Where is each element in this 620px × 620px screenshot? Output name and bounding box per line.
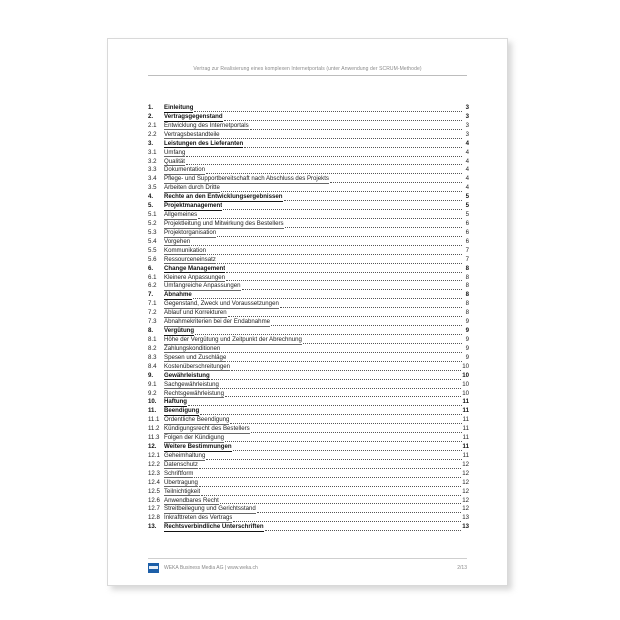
toc-entry-title[interactable]: Schriftform xyxy=(164,469,194,477)
toc-entry-title[interactable]: Ressourceneinsatz xyxy=(164,255,216,263)
toc-entry-number: 7.2 xyxy=(148,309,157,317)
toc-entry-title[interactable]: Vergütung xyxy=(164,327,195,335)
toc-dot-leader xyxy=(186,159,462,165)
toc-entry[interactable] xyxy=(148,149,469,158)
toc-entry[interactable] xyxy=(148,318,469,327)
toc-entry-title[interactable]: Sachgewährleistung xyxy=(164,380,219,388)
toc-entry-number: 12. xyxy=(148,443,157,451)
toc-entry-page: 11 xyxy=(462,434,469,442)
toc-entry-page: 11 xyxy=(462,416,469,424)
toc-entry-title[interactable]: Abnahmekriterien bei der Endabnahme xyxy=(164,318,271,326)
toc-entry[interactable] xyxy=(148,390,469,399)
toc-entry-number: 3.1 xyxy=(148,148,157,156)
toc-entry-number: 11.2 xyxy=(148,425,160,433)
toc-entry-number: 11.1 xyxy=(148,416,160,424)
toc-dot-leader xyxy=(280,302,462,308)
toc-entry-title[interactable]: Umfangreiche Anpassungen xyxy=(164,282,241,290)
toc-entry-title[interactable]: Gegenstand, Zweck und Voraussetzungen xyxy=(164,300,279,308)
toc-entry-number: 5.3 xyxy=(148,228,157,236)
footer-publisher: WEKA Business Media AG | www.weka.ch xyxy=(164,565,258,571)
toc-entry-page: 11 xyxy=(462,407,469,415)
toc-entry-page: 8 xyxy=(465,264,469,272)
toc-entry-number: 3. xyxy=(148,139,154,147)
toc-entry-number: 2. xyxy=(148,112,154,120)
toc-entry-page: 3 xyxy=(465,130,469,138)
toc-dot-leader xyxy=(199,481,461,487)
toc-entry-title[interactable]: Spesen und Zuschläge xyxy=(164,353,227,361)
toc-entry-title[interactable]: Leistungen des Lieferanten xyxy=(164,139,244,147)
toc-entry-page: 11 xyxy=(462,443,469,451)
toc-entry-title[interactable]: Haftung xyxy=(164,398,188,406)
toc-entry-title[interactable]: Pflege- und Supportbereitschaft nach Abschluss des Projekts xyxy=(164,175,329,183)
toc-entry[interactable] xyxy=(148,175,469,184)
toc-entry-number: 8.4 xyxy=(148,362,157,370)
toc-entry-number: 6. xyxy=(148,264,154,272)
toc-entry-title[interactable]: Datenschutz xyxy=(164,460,198,468)
toc-dot-leader xyxy=(220,383,461,389)
toc-entry-title[interactable]: Beendigung xyxy=(164,407,200,415)
toc-dot-leader xyxy=(200,409,461,415)
toc-entry-title[interactable]: Vertragsbestandteile xyxy=(164,130,220,138)
toc-dot-leader xyxy=(195,329,462,335)
toc-entry-number: 9.1 xyxy=(148,380,157,388)
toc-entry-number: 7.1 xyxy=(148,300,157,308)
toc-entry-page: 10 xyxy=(462,371,469,379)
toc-entry-title[interactable]: Ordentliche Beendigung xyxy=(164,416,230,424)
toc-entry-number: 2.2 xyxy=(148,130,157,138)
toc-entry-title[interactable]: Entwicklung des Internetportals xyxy=(164,121,249,129)
page-header: Vertrag zur Realisierung eines komplexen Internetportals (unter Anwendung der SCRUM-Methode) xyxy=(193,66,422,72)
footer-rule xyxy=(148,558,467,559)
toc-entry-page: 12 xyxy=(462,469,469,477)
toc-entry-title[interactable]: Kündigungsrecht des Bestellers xyxy=(164,425,250,433)
toc-entry-title[interactable]: Geheimhaltung xyxy=(164,451,206,459)
toc-dot-leader xyxy=(227,356,462,362)
toc-entry-page: 10 xyxy=(462,362,469,370)
toc-entry[interactable] xyxy=(148,497,469,506)
toc-entry-title[interactable]: Dokumentation xyxy=(164,166,205,174)
toc-entry-title[interactable]: Gewährleistung xyxy=(164,371,210,379)
toc-entry[interactable] xyxy=(148,104,469,113)
toc-entry[interactable] xyxy=(148,327,469,336)
toc-dot-leader xyxy=(217,258,462,264)
toc-entry-title[interactable]: Folgen der Kündigung xyxy=(164,434,224,442)
toc-entry-title[interactable]: Einleitung xyxy=(164,104,194,111)
toc-entry[interactable] xyxy=(148,131,469,140)
footer-page-number: 2/13 xyxy=(457,565,467,571)
toc-dot-leader xyxy=(228,311,462,317)
toc-entry-page: 9 xyxy=(465,335,469,343)
toc-dot-leader xyxy=(221,347,462,353)
toc-dot-leader xyxy=(221,133,462,139)
toc-entry[interactable] xyxy=(148,113,469,122)
toc-entry-title[interactable]: Kostenüberschreitungen xyxy=(164,362,231,370)
toc-dot-leader xyxy=(285,222,462,228)
toc-entry-number: 5.4 xyxy=(148,237,157,245)
toc-entry-page: 8 xyxy=(465,282,469,290)
toc-dot-leader xyxy=(250,124,462,130)
toc-entry-page: 13 xyxy=(462,523,469,531)
toc-entry-number: 3.3 xyxy=(148,166,157,174)
toc-entry[interactable] xyxy=(148,363,469,372)
toc-entry-number: 12.4 xyxy=(148,478,160,486)
toc-entry[interactable] xyxy=(148,354,469,363)
toc-entry-title[interactable]: Allgemeines xyxy=(164,211,198,219)
toc-entry[interactable] xyxy=(148,407,469,416)
toc-dot-leader xyxy=(265,525,462,531)
toc-entry[interactable] xyxy=(148,220,469,229)
toc-entry-number: 3.4 xyxy=(148,175,157,183)
toc-entry-number: 8. xyxy=(148,327,154,335)
toc-dot-leader xyxy=(233,445,462,451)
toc-dot-leader xyxy=(233,516,461,522)
toc-entry-title[interactable]: Rechtsgewährleistung xyxy=(164,389,224,397)
toc-dot-leader xyxy=(231,365,461,371)
toc-entry[interactable] xyxy=(148,461,469,470)
toc-entry-page: 12 xyxy=(462,478,469,486)
toc-entry-page: 9 xyxy=(465,318,469,326)
toc-entry-number: 12.5 xyxy=(148,487,160,495)
toc-entry-page: 3 xyxy=(465,121,469,129)
toc-entry[interactable] xyxy=(148,309,469,318)
toc-entry[interactable] xyxy=(148,229,469,238)
toc-entry-number: 9. xyxy=(148,371,154,379)
toc-entry-number: 6.2 xyxy=(148,282,157,290)
toc-entry[interactable] xyxy=(148,398,469,407)
toc-dot-leader xyxy=(194,472,461,478)
toc-entry-number: 3.2 xyxy=(148,157,157,165)
toc-entry-title[interactable]: Kleinere Anpassungen xyxy=(164,273,225,281)
toc-entry-page: 4 xyxy=(465,184,469,192)
toc-dot-leader xyxy=(223,204,462,210)
toc-entry-page: 9 xyxy=(465,327,469,335)
toc-entry-number: 11. xyxy=(148,407,157,415)
toc-entry[interactable] xyxy=(148,247,469,256)
toc-entry-page: 12 xyxy=(462,487,469,495)
toc-entry-title[interactable]: Projektmanagement xyxy=(164,202,223,210)
toc-entry-title[interactable]: Arbeiten durch Dritte xyxy=(164,184,220,192)
toc-entry-page: 5 xyxy=(465,193,469,201)
toc-dot-leader xyxy=(271,320,462,326)
toc-entry-title[interactable]: Kommunikation xyxy=(164,246,206,254)
toc-entry-page: 4 xyxy=(465,166,469,174)
toc-entry-title[interactable]: Teilnichtigkeit xyxy=(164,487,201,495)
toc-entry-title[interactable]: Abnahme xyxy=(164,291,192,299)
table-of-contents xyxy=(148,104,469,532)
toc-entry-number: 10. xyxy=(148,398,157,406)
toc-entry[interactable] xyxy=(148,505,469,514)
toc-entry-number: 12.7 xyxy=(148,505,160,513)
toc-dot-leader xyxy=(226,275,462,281)
toc-dot-leader xyxy=(225,391,461,397)
toc-entry[interactable] xyxy=(148,274,469,283)
toc-entry-page: 12 xyxy=(462,460,469,468)
toc-entry-title[interactable]: Vertragsgegenstand xyxy=(164,112,223,120)
toc-entry[interactable] xyxy=(148,140,469,149)
toc-dot-leader xyxy=(330,177,462,183)
toc-entry-page: 11 xyxy=(462,398,469,406)
toc-entry-page: 10 xyxy=(462,380,469,388)
toc-entry-page: 8 xyxy=(465,273,469,281)
toc-dot-leader xyxy=(242,284,462,290)
toc-entry-page: 9 xyxy=(465,344,469,352)
toc-entry-title[interactable]: Rechtsverbindliche Unterschriften xyxy=(164,523,264,531)
toc-entry-page: 8 xyxy=(465,309,469,317)
toc-entry[interactable] xyxy=(148,470,469,479)
toc-entry-page: 3 xyxy=(465,112,469,120)
toc-entry-number: 12.2 xyxy=(148,460,160,468)
toc-dot-leader xyxy=(186,151,462,157)
header-rule xyxy=(148,75,467,76)
toc-entry-number: 12.8 xyxy=(148,514,160,522)
toc-entry[interactable] xyxy=(148,434,469,443)
toc-entry-number: 1. xyxy=(148,104,154,111)
toc-dot-leader xyxy=(201,490,461,496)
toc-entry[interactable] xyxy=(148,202,469,211)
toc-entry-number: 5.5 xyxy=(148,246,157,254)
toc-entry-number: 12.1 xyxy=(148,451,160,459)
toc-entry-number: 12.6 xyxy=(148,496,160,504)
toc-dot-leader xyxy=(199,463,461,469)
toc-dot-leader xyxy=(194,106,462,112)
toc-entry[interactable] xyxy=(148,336,469,345)
toc-entry-title[interactable]: Umfang xyxy=(164,148,186,156)
toc-dot-leader xyxy=(284,195,462,201)
toc-entry-page: 12 xyxy=(462,496,469,504)
toc-entry-page: 10 xyxy=(462,389,469,397)
toc-entry-number: 12.3 xyxy=(148,469,160,477)
toc-entry-page: 4 xyxy=(465,157,469,165)
toc-entry-number: 7. xyxy=(148,291,154,299)
toc-dot-leader xyxy=(220,498,461,504)
toc-entry[interactable] xyxy=(148,381,469,390)
toc-dot-leader xyxy=(217,231,462,237)
toc-entry-page: 3 xyxy=(465,104,469,111)
toc-dot-leader xyxy=(191,240,462,246)
toc-entry-number: 8.1 xyxy=(148,335,157,343)
toc-entry-number: 4. xyxy=(148,193,154,201)
toc-entry-page: 11 xyxy=(462,425,469,433)
toc-dot-leader xyxy=(303,338,462,344)
toc-entry-title[interactable]: Streitbeilegung und Gerichtsstand xyxy=(164,505,256,513)
toc-dot-leader xyxy=(207,249,462,255)
toc-entry-title[interactable]: Ablauf und Korrekturen xyxy=(164,309,227,317)
toc-entry-page: 6 xyxy=(465,219,469,227)
toc-entry[interactable] xyxy=(148,158,469,167)
toc-entry-page: 8 xyxy=(465,300,469,308)
toc-entry[interactable] xyxy=(148,345,469,354)
toc-entry-title[interactable]: Übertragung xyxy=(164,478,198,486)
toc-entry-title[interactable]: Projektleitung und Mitwirkung des Bestellers xyxy=(164,219,284,227)
toc-entry-title[interactable]: Inkrafttreten des Vertrags xyxy=(164,514,233,522)
toc-entry-title[interactable]: Weitere Bestimmungen xyxy=(164,443,232,451)
toc-entry[interactable] xyxy=(148,166,469,175)
toc-entry[interactable] xyxy=(148,443,469,452)
toc-entry-page: 9 xyxy=(465,353,469,361)
toc-entry[interactable] xyxy=(148,523,469,532)
toc-dot-leader xyxy=(226,267,462,273)
toc-entry-number: 6.1 xyxy=(148,273,157,281)
toc-entry-title[interactable]: Vorgehen xyxy=(164,237,191,245)
toc-entry-number: 2.1 xyxy=(148,121,157,129)
toc-entry[interactable] xyxy=(148,300,469,309)
toc-entry[interactable] xyxy=(148,514,469,523)
toc-entry-page: 12 xyxy=(462,505,469,513)
toc-entry-number: 3.5 xyxy=(148,184,157,192)
toc-dot-leader xyxy=(198,213,462,219)
toc-entry[interactable] xyxy=(148,488,469,497)
toc-entry[interactable] xyxy=(148,425,469,434)
toc-entry-number: 7.3 xyxy=(148,318,157,326)
toc-entry-number: 11.3 xyxy=(148,434,160,442)
weka-logo xyxy=(148,563,159,573)
toc-entry-page: 6 xyxy=(465,237,469,245)
toc-entry[interactable] xyxy=(148,122,469,131)
toc-dot-leader xyxy=(206,168,462,174)
toc-entry-number: 5. xyxy=(148,202,154,210)
toc-entry-page: 4 xyxy=(465,148,469,156)
toc-entry[interactable] xyxy=(148,184,469,193)
toc-entry[interactable] xyxy=(148,479,469,488)
toc-entry-page: 11 xyxy=(462,451,469,459)
toc-dot-leader xyxy=(193,293,462,299)
toc-dot-leader xyxy=(206,454,461,460)
toc-entry-title[interactable]: Projektorganisation xyxy=(164,228,217,236)
toc-entry[interactable] xyxy=(148,265,469,274)
toc-entry-number: 9.2 xyxy=(148,389,157,397)
toc-dot-leader xyxy=(225,436,462,442)
toc-entry-number: 8.2 xyxy=(148,344,157,352)
toc-entry[interactable] xyxy=(148,282,469,291)
toc-entry[interactable] xyxy=(148,193,469,202)
toc-entry-number: 13. xyxy=(148,523,157,531)
toc-dot-leader xyxy=(221,186,462,192)
toc-entry-page: 4 xyxy=(465,175,469,183)
toc-dot-leader xyxy=(188,400,462,406)
toc-entry[interactable] xyxy=(148,372,469,381)
toc-dot-leader xyxy=(224,115,462,121)
document-page xyxy=(107,38,508,586)
toc-entry[interactable] xyxy=(148,256,469,265)
toc-entry-page: 6 xyxy=(465,228,469,236)
toc-dot-leader xyxy=(244,142,462,148)
toc-entry-number: 5.6 xyxy=(148,255,157,263)
toc-entry[interactable] xyxy=(148,291,469,300)
toc-entry-page: 4 xyxy=(465,139,469,147)
toc-entry[interactable] xyxy=(148,416,469,425)
toc-entry-number: 5.1 xyxy=(148,211,157,219)
toc-entry-number: 8.3 xyxy=(148,353,157,361)
toc-entry-title[interactable]: Qualität xyxy=(164,157,186,165)
toc-entry-title[interactable]: Rechte an den Entwicklungsergebnissen xyxy=(164,193,283,201)
toc-dot-leader xyxy=(251,427,462,433)
toc-entry-page: 5 xyxy=(465,211,469,219)
toc-entry-page: 7 xyxy=(465,255,469,263)
toc-entry[interactable] xyxy=(148,452,469,461)
toc-dot-leader xyxy=(211,374,462,380)
toc-entry-title[interactable]: Anwendbares Recht xyxy=(164,496,219,504)
toc-entry-title[interactable]: Change Management xyxy=(164,264,226,272)
toc-entry-page: 8 xyxy=(465,291,469,299)
toc-entry-page: 5 xyxy=(465,202,469,210)
toc-dot-leader xyxy=(230,418,461,424)
toc-entry-page: 13 xyxy=(462,514,469,522)
toc-entry[interactable] xyxy=(148,238,469,247)
toc-entry-title[interactable]: Zahlungskonditionen xyxy=(164,344,221,352)
toc-entry[interactable] xyxy=(148,211,469,220)
toc-entry-page: 7 xyxy=(465,246,469,254)
toc-entry-number: 5.2 xyxy=(148,219,157,227)
toc-dot-leader xyxy=(257,507,461,513)
toc-entry-title[interactable]: Höhe der Vergütung und Zeitpunkt der Abrechnung xyxy=(164,335,302,343)
